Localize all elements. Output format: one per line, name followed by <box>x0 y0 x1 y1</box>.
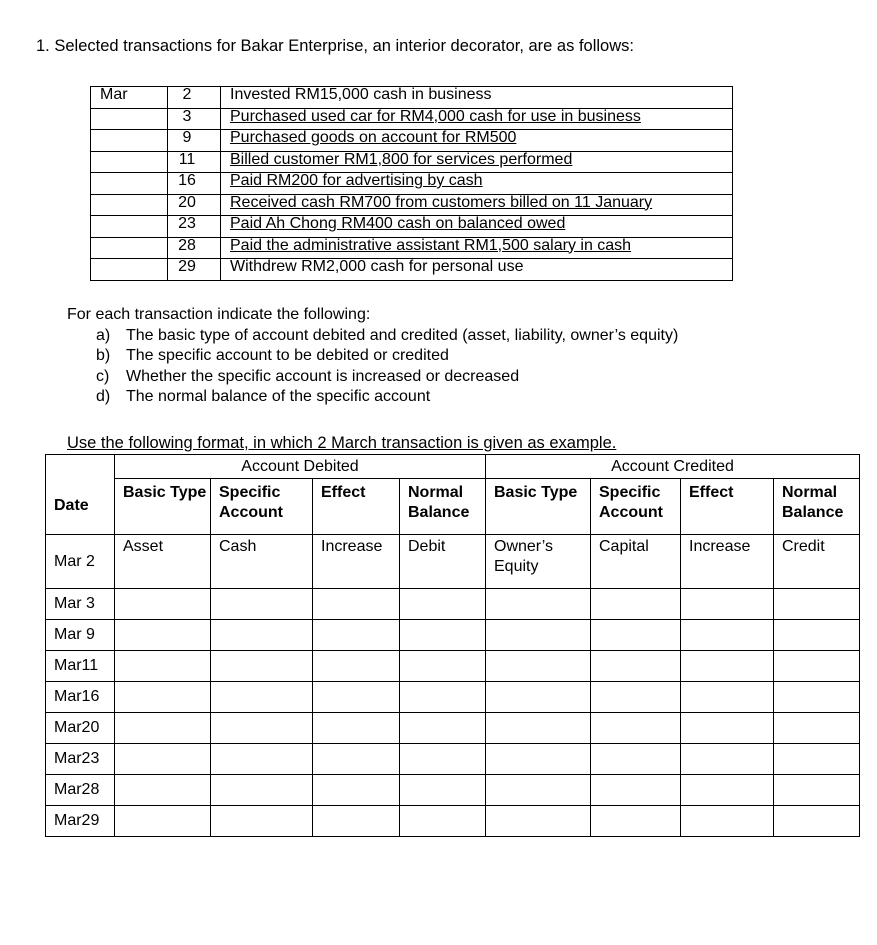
transaction-row <box>91 173 733 195</box>
transaction-description: Purchased used car for RM4,000 cash for use in business <box>221 108 733 130</box>
answer-cell-debit-normal-balance[interactable] <box>400 682 486 713</box>
transaction-row <box>91 194 733 216</box>
example-debit-effect: Increase <box>313 535 400 589</box>
answer-cell-debit-effect[interactable] <box>313 775 400 806</box>
answer-cell-debit-specific-account[interactable] <box>211 651 313 682</box>
answer-cell-credit-basic-type[interactable] <box>486 651 591 682</box>
answer-row <box>46 682 860 713</box>
answer-cell-debit-basic-type[interactable] <box>115 775 211 806</box>
answer-cell-debit-effect[interactable] <box>313 713 400 744</box>
answer-cell-credit-basic-type[interactable] <box>486 589 591 620</box>
answer-cell-debit-basic-type[interactable] <box>115 744 211 775</box>
answer-row <box>46 806 860 837</box>
group-credited: Account Credited <box>486 455 860 479</box>
group-header-blank <box>46 455 115 479</box>
answer-cell-debit-effect[interactable] <box>313 589 400 620</box>
transaction-day: 11 <box>168 151 221 173</box>
answer-date: Mar29 <box>46 806 115 837</box>
transaction-row <box>91 130 733 152</box>
transaction-row <box>91 87 733 109</box>
example-credit-specific-account: Capital <box>591 535 681 589</box>
answer-cell-credit-basic-type[interactable] <box>486 744 591 775</box>
example-debit-normal-balance: Debit <box>400 535 486 589</box>
answer-cell-credit-specific-account[interactable] <box>591 775 681 806</box>
transaction-month <box>91 194 168 216</box>
answer-cell-credit-normal-balance[interactable] <box>774 713 860 744</box>
answer-cell-credit-normal-balance[interactable] <box>774 775 860 806</box>
transaction-month <box>91 173 168 195</box>
answer-cell-debit-basic-type[interactable] <box>115 589 211 620</box>
answer-cell-credit-specific-account[interactable] <box>591 589 681 620</box>
instructions <box>67 305 678 408</box>
transaction-day: 2 <box>168 87 221 109</box>
answer-date: Mar 3 <box>46 589 115 620</box>
answer-cell-debit-basic-type[interactable] <box>115 806 211 837</box>
answer-cell-credit-specific-account[interactable] <box>591 713 681 744</box>
answer-cell-debit-normal-balance[interactable] <box>400 589 486 620</box>
answer-row <box>46 713 860 744</box>
instruction-label: d) <box>96 388 111 405</box>
answer-cell-debit-normal-balance[interactable] <box>400 713 486 744</box>
transaction-day: 16 <box>168 173 221 195</box>
answer-cell-credit-effect[interactable] <box>681 620 774 651</box>
answer-cell-debit-specific-account[interactable] <box>211 713 313 744</box>
answer-cell-debit-basic-type[interactable] <box>115 620 211 651</box>
instructions-intro: For each transaction indicate the following: <box>67 306 371 323</box>
instruction-text: The normal balance of the specific account <box>126 388 431 405</box>
answer-date: Mar28 <box>46 775 115 806</box>
transaction-row <box>91 216 733 238</box>
answer-row <box>46 589 860 620</box>
answer-row <box>46 775 860 806</box>
instruction-item <box>96 326 679 347</box>
transaction-month: Mar <box>91 87 168 109</box>
answer-cell-credit-basic-type[interactable] <box>486 806 591 837</box>
answer-cell-debit-normal-balance[interactable] <box>400 620 486 651</box>
transaction-description: Paid RM200 for advertising by cash <box>221 173 733 195</box>
answer-cell-credit-effect[interactable] <box>681 682 774 713</box>
answer-cell-credit-effect[interactable] <box>681 744 774 775</box>
answer-cell-credit-basic-type[interactable] <box>486 775 591 806</box>
answer-cell-debit-specific-account[interactable] <box>211 620 313 651</box>
transaction-description: Withdrew RM2,000 cash for personal use <box>221 259 733 281</box>
instruction-item <box>96 367 678 388</box>
answer-cell-credit-normal-balance[interactable] <box>774 806 860 837</box>
answer-cell-debit-effect[interactable] <box>313 806 400 837</box>
transaction-row <box>91 108 733 130</box>
answer-cell-debit-effect[interactable] <box>313 651 400 682</box>
transaction-month <box>91 108 168 130</box>
answer-cell-debit-specific-account[interactable] <box>211 682 313 713</box>
answer-row <box>46 651 860 682</box>
header-credit-basic-type: Basic Type <box>486 479 591 535</box>
answer-cell-credit-specific-account[interactable] <box>591 744 681 775</box>
answer-cell-credit-effect[interactable] <box>681 775 774 806</box>
answer-cell-debit-effect[interactable] <box>313 620 400 651</box>
instruction-item <box>96 346 678 367</box>
transaction-description: Paid the administrative assistant RM1,500 salary in cash <box>221 237 733 259</box>
header-credit-specific-account: Specific Account <box>591 479 681 535</box>
transaction-month <box>91 151 168 173</box>
answer-date: Mar16 <box>46 682 115 713</box>
transaction-day: 29 <box>168 259 221 281</box>
answer-cell-debit-normal-balance[interactable] <box>400 651 486 682</box>
instruction-label: a) <box>96 326 111 344</box>
instructions-list <box>67 326 678 408</box>
answer-date: Mar 9 <box>46 620 115 651</box>
answer-cell-debit-basic-type[interactable] <box>115 713 211 744</box>
group-header-row <box>46 455 860 479</box>
example-row <box>46 535 860 589</box>
answer-cell-credit-specific-account[interactable] <box>591 651 681 682</box>
answer-cell-credit-specific-account[interactable] <box>591 620 681 651</box>
example-credit-effect: Increase <box>681 535 774 589</box>
answer-cell-credit-basic-type[interactable] <box>486 682 591 713</box>
transaction-month <box>91 130 168 152</box>
answer-cell-credit-effect[interactable] <box>681 589 774 620</box>
transaction-day: 20 <box>168 194 221 216</box>
header-date: Date <box>46 479 115 535</box>
answer-cell-credit-basic-type[interactable] <box>486 620 591 651</box>
answer-cell-credit-normal-balance[interactable] <box>774 744 860 775</box>
example-debit-specific-account: Cash <box>211 535 313 589</box>
answer-cell-debit-effect[interactable] <box>313 744 400 775</box>
transaction-description: Invested RM15,000 cash in business <box>221 87 733 109</box>
answer-cell-credit-normal-balance[interactable] <box>774 651 860 682</box>
transaction-day: 23 <box>168 216 221 238</box>
answer-row <box>46 744 860 775</box>
example-credit-normal-balance: Credit <box>774 535 860 589</box>
transaction-description: Purchased goods on account for RM500 <box>221 130 733 152</box>
header-credit-effect: Effect <box>681 479 774 535</box>
transaction-month <box>91 216 168 238</box>
answer-cell-debit-specific-account[interactable] <box>211 589 313 620</box>
instruction-text: The basic type of account debited and credited (asset, liability, owner’s equity) <box>126 326 679 344</box>
instruction-label: c) <box>96 367 110 385</box>
answer-cell-credit-effect[interactable] <box>681 713 774 744</box>
example-date: Mar 2 <box>46 535 115 589</box>
transaction-description: Paid Ah Chong RM400 cash on balanced owed <box>221 216 733 238</box>
transaction-row <box>91 259 733 281</box>
instruction-label: b) <box>96 347 111 364</box>
answer-date: Mar11 <box>46 651 115 682</box>
answer-date: Mar20 <box>46 713 115 744</box>
answer-cell-credit-basic-type[interactable] <box>486 713 591 744</box>
answer-date: Mar23 <box>46 744 115 775</box>
instruction-text: Whether the specific account is increased or decreased <box>126 367 520 385</box>
answer-cell-debit-specific-account[interactable] <box>211 744 313 775</box>
answer-cell-credit-normal-balance[interactable] <box>774 682 860 713</box>
transaction-day: 28 <box>168 237 221 259</box>
example-debit-basic-type: Asset <box>115 535 211 589</box>
answer-cell-debit-effect[interactable] <box>313 682 400 713</box>
answer-cell-debit-normal-balance[interactable] <box>400 744 486 775</box>
answer-cell-debit-specific-account[interactable] <box>211 806 313 837</box>
column-header-row <box>46 479 860 535</box>
answer-cell-credit-normal-balance[interactable] <box>774 589 860 620</box>
answer-cell-credit-effect[interactable] <box>681 806 774 837</box>
answer-table <box>45 454 860 837</box>
example-credit-basic-type: Owner’s Equity <box>486 535 591 589</box>
header-credit-normal-balance: Normal Balance <box>774 479 860 535</box>
question-heading: 1. Selected transactions for Bakar Enterprise, an interior decorator, are as follows: <box>36 37 634 55</box>
answer-cell-debit-specific-account[interactable] <box>211 775 313 806</box>
transaction-day: 3 <box>168 108 221 130</box>
group-debited: Account Debited <box>115 455 486 479</box>
transaction-description: Received cash RM700 from customers billed on 11 January <box>221 194 733 216</box>
transaction-row <box>91 151 733 173</box>
answer-cell-credit-effect[interactable] <box>681 651 774 682</box>
header-debit-normal-balance: Normal Balance <box>400 479 486 535</box>
answer-cell-debit-normal-balance[interactable] <box>400 775 486 806</box>
answer-cell-credit-specific-account[interactable] <box>591 806 681 837</box>
answer-cell-debit-normal-balance[interactable] <box>400 806 486 837</box>
header-debit-specific-account: Specific Account <box>211 479 313 535</box>
instruction-text: The specific account to be debited or credited <box>126 347 449 364</box>
transaction-day: 9 <box>168 130 221 152</box>
format-note: Use the following format, in which 2 March transaction is given as example. <box>67 434 617 452</box>
answer-cell-debit-basic-type[interactable] <box>115 682 211 713</box>
transaction-month <box>91 259 168 281</box>
answer-cell-debit-basic-type[interactable] <box>115 651 211 682</box>
transactions-table <box>90 86 733 281</box>
transaction-row <box>91 237 733 259</box>
answer-cell-credit-normal-balance[interactable] <box>774 620 860 651</box>
header-debit-effect: Effect <box>313 479 400 535</box>
transaction-month <box>91 237 168 259</box>
header-debit-basic-type: Basic Type <box>115 479 211 535</box>
answer-cell-credit-specific-account[interactable] <box>591 682 681 713</box>
transaction-description: Billed customer RM1,800 for services performed <box>221 151 733 173</box>
answer-row <box>46 620 860 651</box>
instruction-item <box>96 387 678 408</box>
